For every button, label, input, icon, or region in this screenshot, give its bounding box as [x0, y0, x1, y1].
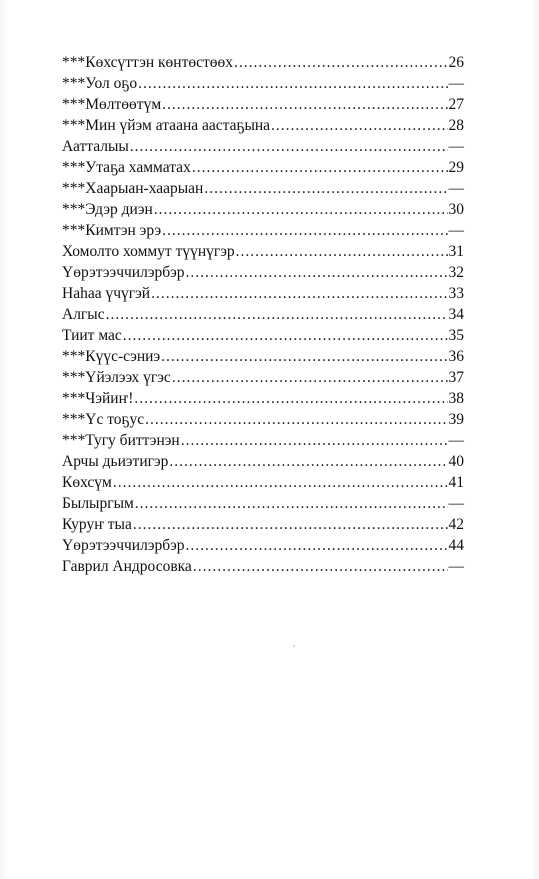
toc-entry-title: Куруҥ тыа	[62, 516, 132, 533]
toc-entry-page-number: 35	[448, 327, 464, 344]
toc-entry-title: Арчы дьиэтигэр	[62, 453, 169, 470]
toc-entry-title: ***Эдэр диэн	[62, 201, 153, 218]
dot-leader	[271, 115, 447, 136]
toc-entry-page-number: 29	[448, 159, 464, 176]
dot-leader	[113, 472, 448, 493]
toc-entry	[62, 262, 464, 283]
toc-entry-title: ***Үс тоҕус	[62, 411, 145, 428]
toc-entry-title: Наһаа үчүгэй	[62, 285, 151, 302]
toc-entry-page-number: —	[448, 558, 464, 575]
toc-entry-title: ***Кимтэн эрэ	[62, 222, 162, 239]
toc-entry-title: Гаврил Андросовка	[62, 558, 192, 575]
toc-entry-title: Үөрэтээччилэрбэр	[62, 537, 185, 554]
toc-entry-page-number: 31	[448, 243, 464, 260]
dot-leader	[145, 409, 447, 430]
toc-entry-title: ***Үйэлээх үгэс	[62, 369, 171, 386]
toc-entry-page-number: —	[448, 495, 464, 512]
dot-leader	[193, 556, 448, 577]
toc-entry	[62, 283, 464, 304]
toc-entry-page-number: —	[448, 180, 464, 197]
toc-entry	[62, 409, 464, 430]
toc-entry-title: ***Мөлтөөтүм	[62, 96, 162, 113]
dot-leader	[169, 451, 447, 472]
toc-entry-page-number: 44	[448, 537, 464, 554]
toc-entry	[62, 535, 464, 556]
toc-entry-page-number: —	[448, 432, 464, 449]
toc-entry-title: Үөрэтээччилэрбэр	[62, 264, 185, 281]
toc-entry	[62, 220, 464, 241]
toc-entry-title: Былыргым	[62, 495, 134, 512]
toc-entry-title: ***Уол оҕо	[62, 75, 138, 92]
toc-entry-page-number: 34	[448, 306, 464, 323]
toc-entry-page-number: 27	[448, 96, 464, 113]
toc-entry-title: ***Күүс-сэниэ	[62, 348, 161, 365]
dot-leader	[192, 157, 448, 178]
paper-speck	[293, 645, 295, 647]
toc-entry-page-number: 30	[448, 201, 464, 218]
toc-entry	[62, 178, 464, 199]
toc-entry-page-number: —	[448, 75, 464, 92]
dot-leader	[151, 283, 447, 304]
toc-entry-page-number: 32	[448, 264, 464, 281]
toc-entry-title: ***Көхсүттэн көнтөстөөх	[62, 54, 234, 71]
dot-leader	[134, 388, 447, 409]
toc-entry-title: Хомолто хоммут түүнүгэр	[62, 243, 235, 260]
toc-entry-title: ***Чэйиҥ!	[62, 390, 134, 407]
toc-entry	[62, 514, 464, 535]
toc-entry-title: ***Утаҕа хамматах	[62, 159, 191, 176]
dot-leader	[181, 430, 448, 451]
dot-leader	[138, 73, 447, 94]
toc-entry-page-number: 26	[448, 54, 464, 71]
toc-entry	[62, 430, 464, 451]
toc-entry-page-number: —	[448, 222, 464, 239]
toc-entry-page-number: 36	[448, 348, 464, 365]
toc-entry	[62, 157, 464, 178]
dot-leader	[236, 241, 448, 262]
toc-entry-page-number: 39	[448, 411, 464, 428]
toc-entry-page-number: 28	[448, 117, 464, 134]
toc-entry-page-number: 41	[448, 474, 464, 491]
toc-entry-title: ***Хаарыан-хаарыан	[62, 180, 204, 197]
toc-entry	[62, 304, 464, 325]
toc-entry	[62, 451, 464, 472]
toc-entry	[62, 472, 464, 493]
dot-leader	[135, 493, 448, 514]
dot-leader	[130, 136, 448, 157]
toc-entry	[62, 73, 464, 94]
toc-entry	[62, 346, 464, 367]
dot-leader	[162, 94, 447, 115]
dot-leader	[186, 535, 448, 556]
toc-entry-page-number: 37	[448, 369, 464, 386]
toc-entry	[62, 199, 464, 220]
toc-entry-title: ***Тугу биттэнэн	[62, 432, 180, 449]
toc-entry-title: ***Мин үйэм атаана аастаҕына	[62, 117, 271, 134]
dot-leader	[234, 52, 447, 73]
toc-entry-page-number: 38	[448, 390, 464, 407]
toc-entry-title: Көхсүм	[62, 474, 112, 491]
toc-entry-page-number: —	[448, 138, 464, 155]
toc-entry-page-number: 33	[448, 285, 464, 302]
toc-entry-page-number: 40	[448, 453, 464, 470]
dot-leader	[123, 325, 448, 346]
toc-entry	[62, 241, 464, 262]
dot-leader	[161, 346, 447, 367]
dot-leader	[172, 367, 448, 388]
toc-entry-page-number: 42	[448, 516, 464, 533]
toc-entry	[62, 556, 464, 577]
dot-leader	[154, 199, 448, 220]
dot-leader	[204, 178, 447, 199]
toc-entry	[62, 388, 464, 409]
toc-entry	[62, 493, 464, 514]
toc-entry	[62, 115, 464, 136]
table-of-contents	[62, 52, 464, 577]
toc-entry	[62, 136, 464, 157]
dot-leader	[106, 304, 448, 325]
toc-entry	[62, 94, 464, 115]
toc-entry-title: Алгыс	[62, 306, 105, 323]
toc-entry-title: Аатталыы	[62, 138, 129, 155]
dot-leader	[162, 220, 447, 241]
toc-entry	[62, 325, 464, 346]
toc-entry	[62, 52, 464, 73]
toc-entry-title: Тиит мас	[62, 327, 122, 344]
dot-leader	[186, 262, 448, 283]
dot-leader	[133, 514, 448, 535]
toc-entry	[62, 367, 464, 388]
